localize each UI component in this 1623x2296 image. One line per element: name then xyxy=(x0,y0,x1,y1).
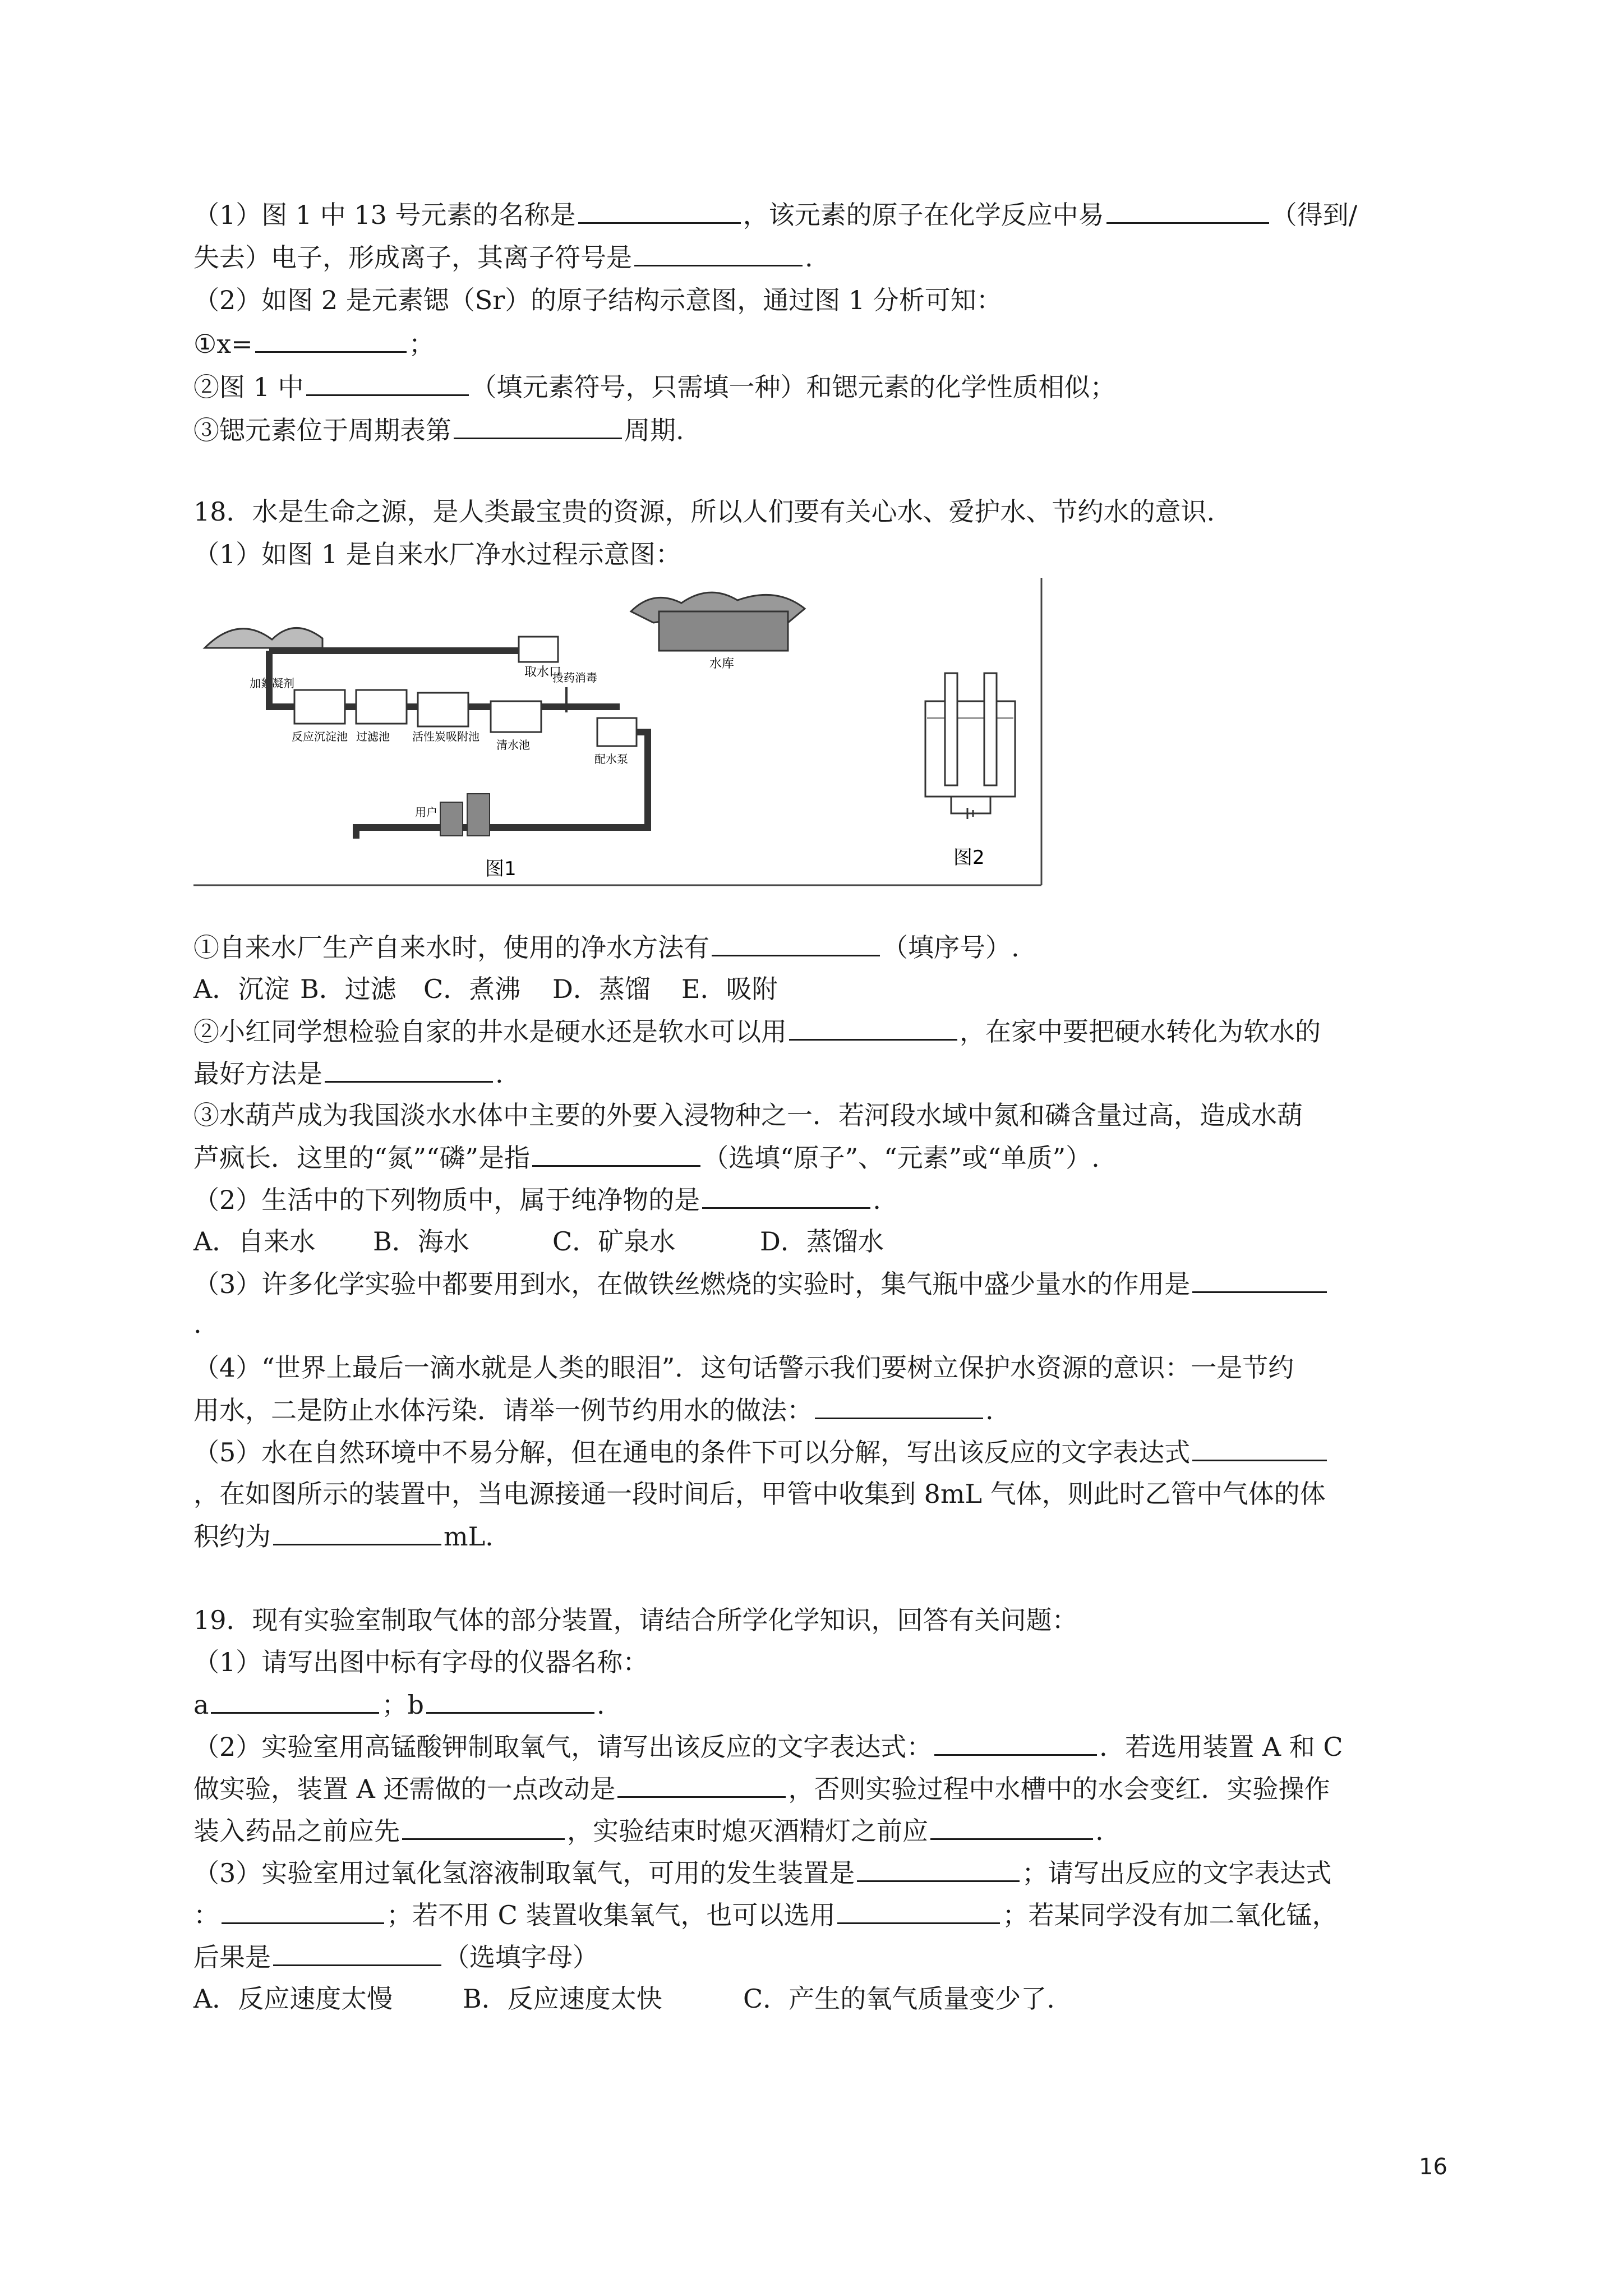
answer-blank[interactable] xyxy=(789,1014,957,1041)
q18-s3 xyxy=(193,1267,1329,1301)
q19-text: （2）实验室用高锰酸钾制取氧气，请写出该反应的文字表达式： xyxy=(193,1732,933,1762)
q19-text: ；请写出反应的文字表达式 xyxy=(1022,1858,1332,1888)
answer-blank[interactable] xyxy=(273,1519,441,1545)
q17-text: ； xyxy=(408,329,435,359)
q17-text: 周期. xyxy=(624,415,684,445)
option[interactable]: A．反应速度太慢 xyxy=(193,1984,393,2014)
q19-text: 做实验，装置 A 还需做的一点改动是 xyxy=(193,1774,616,1804)
option[interactable]: C．煮沸 xyxy=(423,974,521,1004)
answer-blank[interactable] xyxy=(1106,197,1269,224)
fig1-caption: 图1 xyxy=(485,858,517,880)
q18-s5 xyxy=(193,1435,1329,1469)
q18-text: ①自来水厂生产自来水时，使用的净水方法有 xyxy=(193,932,709,963)
q19-text: . xyxy=(596,1690,605,1720)
q17-line-6 xyxy=(193,413,684,447)
answer-blank[interactable] xyxy=(617,1772,786,1798)
answer-blank[interactable] xyxy=(578,197,741,224)
q19-text: ；b xyxy=(381,1690,424,1720)
q18-text: （5）水在自然环境中不易分解，但在通电的条件下可以分解，写出该反应的文字表达式 xyxy=(193,1437,1191,1467)
water-treatment-figure xyxy=(193,578,1043,889)
answer-blank[interactable] xyxy=(930,1814,1093,1840)
q19-s2 xyxy=(193,1729,1343,1764)
q18-text: 积约为 xyxy=(193,1521,271,1552)
q18-text: （2）生活中的下列物质中，属于纯净物的是 xyxy=(193,1185,700,1215)
q18-text: ，在家中要把硬水转化为软水的 xyxy=(960,1016,1321,1047)
option[interactable]: E．吸附 xyxy=(681,974,778,1004)
q19-text: ，否则实验过程中水槽中的水会变红．实验操作 xyxy=(788,1774,1330,1804)
carbon-label: 活性炭吸附池 xyxy=(412,730,479,743)
answer-blank[interactable] xyxy=(454,413,622,439)
q19-text: ，实验结束时熄灭酒精灯之前应 xyxy=(567,1816,928,1846)
q17-text: （2）如图 2 是元素锶（Sr）的原子结构示意图，通过图 1 分析可知： xyxy=(193,285,1002,315)
q18-text: 最好方法是 xyxy=(193,1059,322,1089)
q17-line-5 xyxy=(193,370,1116,404)
q18-s4: （4）“世界上最后一滴水就是人类的眼泪”．这句话警示我们要树立保护水资源的意识：一是节约 xyxy=(193,1352,1294,1383)
q18-stem: 18．水是生命之源，是人类最宝贵的资源，所以人们要有关心水、爱护水、节约水的意识. xyxy=(193,496,1215,527)
q19-s3-cont xyxy=(193,1898,1338,1932)
q19-text: a xyxy=(193,1690,209,1720)
q19-s1-answers xyxy=(193,1687,605,1722)
q18-s4-cont xyxy=(193,1393,994,1427)
option[interactable]: D．蒸馏 xyxy=(552,974,651,1004)
option[interactable]: C．矿泉水 xyxy=(552,1226,676,1257)
clear-tank-label: 清水池 xyxy=(496,738,530,752)
q19-s2-cont-2 xyxy=(193,1814,1104,1848)
answer-blank[interactable] xyxy=(325,1056,493,1083)
q18-sub-1: （1）如图 1 是自来水厂净水过程示意图： xyxy=(193,539,681,569)
coagulant-label: 加絮凝剂 xyxy=(250,677,294,690)
answer-blank[interactable] xyxy=(306,370,469,396)
q17-text: ③锶元素位于周期表第 xyxy=(193,415,451,445)
q18-text: （3）许多化学实验中都要用到水，在做铁丝燃烧的实验时，集气瓶中盛少量水的作用是 xyxy=(193,1269,1191,1299)
q18-text: （选填“原子”、“元素”或“单质”）. xyxy=(703,1143,1100,1173)
q19-s3-end xyxy=(193,1940,598,1974)
q18-options-1 xyxy=(193,972,778,1006)
q17-text: ①x= xyxy=(193,329,253,359)
intake-label: 取水口 xyxy=(524,665,562,679)
reservoir-label: 水库 xyxy=(709,657,735,671)
q19-text: . xyxy=(1095,1816,1104,1846)
q19-text: ： xyxy=(193,1900,219,1930)
q18-text: 芦疯长．这里的“氮”“磷”是指 xyxy=(193,1143,531,1173)
pump-label: 配水泵 xyxy=(594,752,628,766)
q19-text: 后果是 xyxy=(193,1942,271,1972)
q19-s2-cont xyxy=(193,1772,1330,1806)
q19-s3 xyxy=(193,1856,1331,1890)
option[interactable]: B．海水 xyxy=(373,1226,469,1257)
answer-blank[interactable] xyxy=(934,1729,1097,1756)
answer-blank[interactable] xyxy=(273,1940,441,1966)
electrolysis-diagram xyxy=(925,673,1015,819)
answer-blank[interactable] xyxy=(402,1814,565,1840)
answer-blank[interactable] xyxy=(1192,1435,1327,1461)
q18-q1 xyxy=(193,930,1020,964)
q19-text: （3）实验室用过氧化氢溶液制取氧气，可用的发生装置是 xyxy=(193,1858,855,1888)
q18-text: ②小红同学想检验自家的井水是硬水还是软水可以用 xyxy=(193,1016,787,1047)
answer-blank[interactable] xyxy=(815,1393,983,1419)
option[interactable]: D．蒸馏水 xyxy=(760,1226,884,1257)
user-label: 用户 xyxy=(415,806,437,819)
q18-text: . xyxy=(873,1185,881,1215)
page-number: 16 xyxy=(1419,2154,1447,2180)
answer-blank[interactable] xyxy=(211,1687,379,1714)
q17-text: （1）图 1 中 13 号元素的名称是 xyxy=(193,200,576,230)
q18-text: mL. xyxy=(444,1521,494,1552)
answer-blank[interactable] xyxy=(255,326,407,353)
answer-blank[interactable] xyxy=(222,1898,384,1924)
answer-blank[interactable] xyxy=(712,930,880,956)
q18-options-2 xyxy=(193,1225,884,1258)
q18-s2 xyxy=(193,1182,881,1217)
q18-q3-cont xyxy=(193,1140,1100,1175)
q19-text: （选填字母） xyxy=(444,1942,598,1972)
option[interactable]: A．自来水 xyxy=(193,1226,316,1257)
answer-blank[interactable] xyxy=(702,1182,870,1209)
q17-line-4 xyxy=(193,326,435,361)
q17-text: . xyxy=(805,242,813,273)
q19-s1: （1）请写出图中标有字母的仪器名称： xyxy=(193,1647,649,1677)
option[interactable]: B．过滤 xyxy=(300,974,396,1004)
q19-text: ；若某同学没有加二氧化锰， xyxy=(1002,1900,1338,1930)
q19-text: 装入药品之前应先 xyxy=(193,1816,400,1846)
q18-q2-cont xyxy=(193,1056,504,1091)
answer-blank[interactable] xyxy=(837,1898,1000,1924)
q17-line-1 xyxy=(193,197,1357,232)
q17-line-3 xyxy=(193,283,1002,317)
filter-label: 过滤池 xyxy=(356,730,390,743)
q17-text: （得到/ xyxy=(1271,200,1358,230)
answer-blank[interactable] xyxy=(532,1140,700,1167)
q18-text: （填序号）. xyxy=(882,932,1020,963)
q18-q3: ③水葫芦成为我国淡水水体中主要的外要入浸物种之一．若河段水域中氮和磷含量过高，造成水葫 xyxy=(193,1100,1303,1130)
fig2-caption: 图2 xyxy=(953,846,985,869)
q18-s5-cont: ，在如图所示的装置中，当电源接通一段时间后，甲管中收集到 8mL 气体，则此时乙管中气体的体 xyxy=(193,1479,1326,1509)
q18-q2 xyxy=(193,1014,1321,1048)
answer-blank[interactable] xyxy=(634,240,803,266)
sedimentation-label: 反应沉淀池 xyxy=(292,730,348,743)
q17-text: ②图 1 中 xyxy=(193,372,304,402)
option[interactable]: A．沉淀 xyxy=(193,974,290,1004)
q17-text: ，该元素的原子在化学反应中易 xyxy=(743,200,1104,230)
answer-blank[interactable] xyxy=(1192,1267,1327,1293)
q19-stem: 19．现有实验室制取气体的部分装置，请结合所学化学知识，回答有关问题： xyxy=(193,1605,1078,1635)
q18-text: 用水，二是防止水体污染．请举一例节约用水的做法： xyxy=(193,1395,813,1425)
option[interactable]: B．反应速度太快 xyxy=(463,1984,662,2014)
q18-s5-end xyxy=(193,1519,494,1553)
disinfect-label: 投药消毒 xyxy=(552,671,597,684)
q17-text: （填元素符号，只需填一种）和锶元素的化学性质相似； xyxy=(471,372,1116,402)
q19-options xyxy=(193,1982,1055,2016)
q18-s3-end: . xyxy=(193,1309,202,1339)
q19-text: ．若选用装置 A 和 C xyxy=(1099,1732,1343,1762)
answer-blank[interactable] xyxy=(857,1856,1020,1882)
q19-text: ；若不用 C 装置收集氧气，也可以选用 xyxy=(386,1900,836,1930)
q18-text: . xyxy=(985,1395,994,1425)
q17-text: 失去）电子，形成离子，其离子符号是 xyxy=(193,242,632,273)
answer-blank[interactable] xyxy=(426,1687,594,1714)
option[interactable]: C．产生的氧气质量变少了. xyxy=(743,1984,1055,2014)
q18-text: . xyxy=(495,1059,504,1089)
q17-line-2 xyxy=(193,240,813,274)
